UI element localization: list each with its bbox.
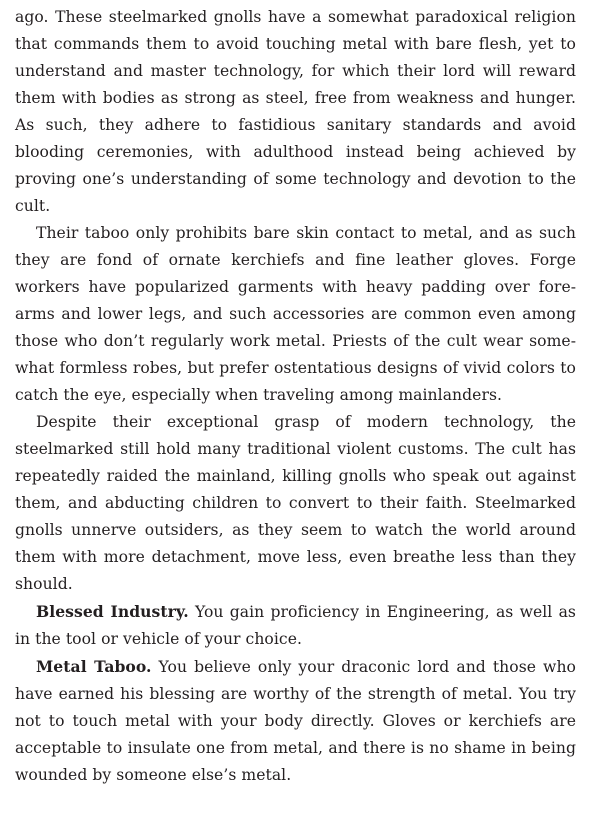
feature-name-metal-taboo: Metal Taboo. xyxy=(36,657,152,676)
feature-text-blessed-industry: You gain proficiency in Engineering, as well as in the tool or vehicle of your choice. xyxy=(15,603,576,648)
feature-text-metal-taboo: You believe only your draconic lord and those who have earned his blessing are worthy of the strength of metal. You try not to touch metal with your body directly. Gloves or kerchiefs are acceptable to insulate one from metal, and there is no shame in being wounded by someone else’s metal. xyxy=(15,658,576,784)
body-paragraph-2: Their taboo only prohibits bare skin contact to metal, and as such they are fond of ornate kerchiefs and fine leather gloves. Forge workers have popularized garments with heavy padding over forearms and lower legs, and such accessories are common even among those who don’t regularly work metal. Priests of the cult wear somewhat formless robes, but prefer ostentatious designs of vivid colors to catch the eye, especially when traveling among mainlanders. xyxy=(15,224,576,404)
feature-blessed-industry xyxy=(15,598,576,653)
body-paragraph-1: ago. These steelmarked gnolls have a somewhat paradoxical religion that commands them to avoid touching metal with bare flesh, yet to understand and master technology, for which their lord will reward them with bodies as strong as steel, free from weakness and hunger. As such, they adhere to fastidious sanitary standards and avoid blooding ceremonies, with adulthood instead being achieved by proving one’s understanding of some technology and devotion to the cult. xyxy=(15,8,576,215)
feature-name-blessed-industry: Blessed Industry. xyxy=(36,602,189,621)
feature-metal-taboo xyxy=(15,653,576,789)
body-paragraph-3: Despite their exceptional grasp of modern technology, the steelmarked still hold many traditional violent customs. The cult has repeatedly raided the mainland, killing gnolls who speak out against them, and abducting children to convert to their faith. Steelmarked gnolls unnerve outsiders, as they seem to watch the world around them with more detachment, move less, even breathe less than they should. xyxy=(15,413,576,593)
